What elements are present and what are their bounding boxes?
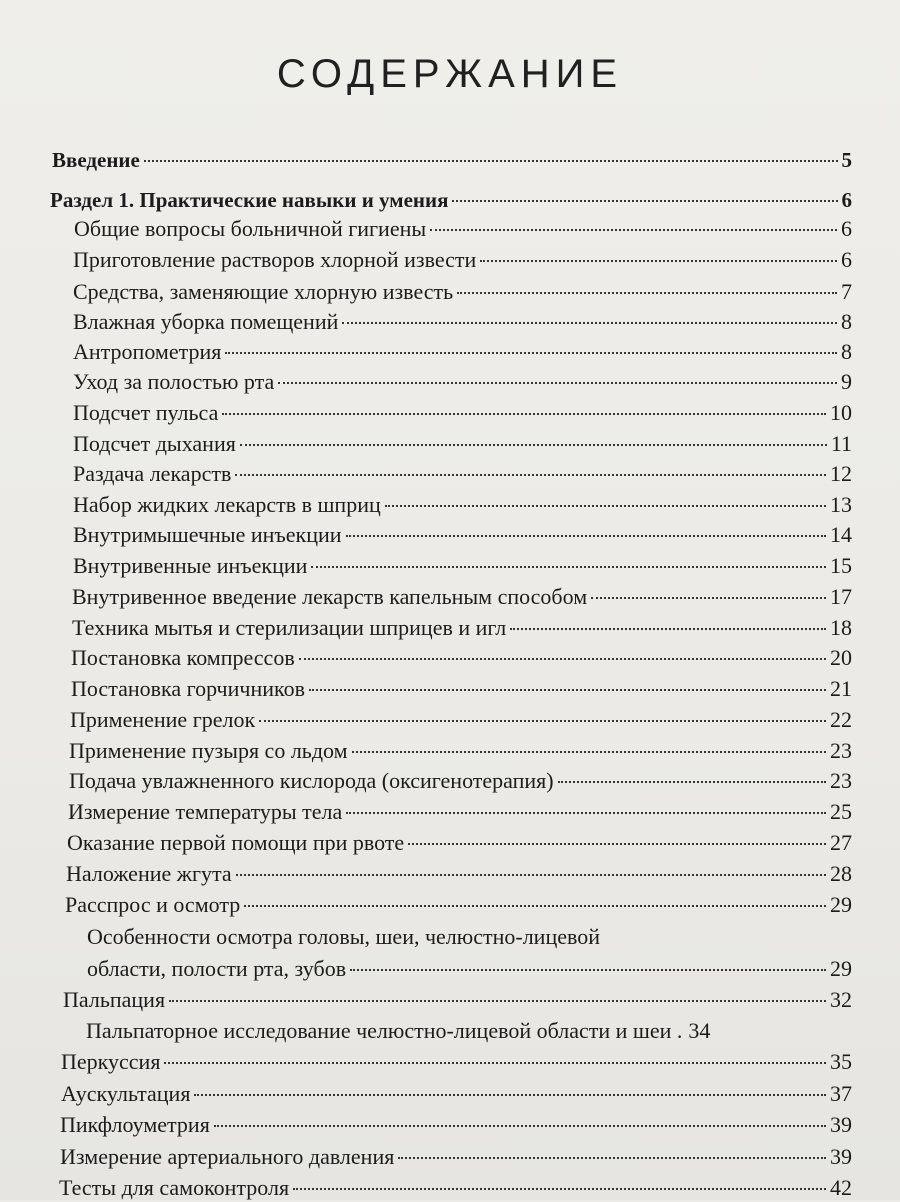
toc-entry-page: 27: [830, 830, 852, 855]
toc-entry: [72, 583, 852, 611]
leader-dots: [235, 474, 826, 476]
toc-entry-label: Подсчет пульса: [73, 400, 219, 425]
toc-entry: [71, 675, 852, 703]
toc-entry-label: Общие вопросы больничной гигиены: [74, 216, 427, 241]
toc-entry-page: 6: [841, 247, 852, 272]
toc-entry-page: 12: [830, 461, 852, 486]
toc-entry-page: 28: [830, 861, 852, 886]
toc-entry-page: 39: [830, 1144, 852, 1169]
leader-dots: [244, 905, 826, 907]
toc-entry: [70, 706, 852, 734]
toc-entry: [73, 460, 852, 488]
toc-entry: [65, 891, 852, 919]
toc-entry-page: 8: [841, 339, 852, 364]
toc-entry-label: Влажная уборка помещений: [73, 309, 339, 334]
toc-entry-page: 6: [841, 216, 852, 241]
toc-entry: [60, 1143, 852, 1171]
leader-dots: [278, 382, 837, 384]
toc-entry-page: 11: [830, 431, 852, 456]
leader-dots: [398, 1157, 826, 1159]
toc-entry-label: Измерение артериального давления: [60, 1144, 395, 1169]
leader-dots: [346, 535, 826, 537]
leader-dots: [452, 200, 837, 202]
leader-dots: [222, 413, 826, 415]
toc-entry-page: 29: [830, 956, 852, 981]
page-title: СОДЕРЖАНИЕ: [276, 52, 624, 96]
leader-dots: [352, 751, 826, 753]
toc-entry-page: 10: [830, 400, 852, 425]
toc-entry-page: 23: [830, 738, 852, 763]
leader-dots: [430, 229, 837, 231]
toc-entry-page: 17: [830, 584, 852, 609]
toc-entry-page: 21: [830, 676, 852, 701]
toc-entry-page: 42: [830, 1175, 852, 1200]
leader-dots: [591, 597, 826, 599]
toc-entry: [87, 955, 852, 983]
leader-dots: [299, 658, 826, 660]
toc-entry: [72, 614, 852, 642]
toc-entry: [73, 246, 852, 274]
toc-entry-label: Подсчет дыхания: [73, 431, 236, 456]
leader-dots: [169, 1000, 826, 1002]
toc-entry-page: 5: [841, 148, 852, 172]
toc-entry-page: 13: [830, 492, 852, 517]
toc-entry-page: 35: [830, 1049, 852, 1074]
toc-entry-page: 39: [830, 1112, 852, 1137]
toc-entry: [73, 430, 852, 458]
toc-entry: [61, 1048, 852, 1076]
toc-entry-page: 7: [841, 279, 852, 304]
leader-dots: [309, 689, 826, 691]
toc-entry-label: Наложение жгута: [66, 861, 232, 886]
toc-entry-label: Введение: [52, 148, 140, 172]
toc-entry-page: 8: [841, 309, 852, 334]
leader-dots: [385, 505, 826, 507]
toc-entry: [73, 368, 852, 396]
toc-entry-label: Аускультация: [61, 1081, 191, 1106]
toc-entry-label: Пикфлоуметрия: [60, 1112, 210, 1137]
leader-dots: [350, 969, 826, 971]
leader-dots: [408, 843, 826, 845]
toc-entry-label: Набор жидких лекарств в шприц: [73, 492, 381, 517]
toc-entry-page: 6: [841, 188, 852, 212]
toc-entry-label-line1: Особенности осмотра головы, шеи, челюстно-лицевой: [87, 924, 600, 949]
toc-entry-label: Средства, заменяющие хлорную известь: [73, 279, 454, 304]
toc-entry-label: Антропометрия: [73, 339, 222, 364]
toc-entry: [73, 521, 852, 549]
toc-entry: [69, 767, 852, 795]
toc-entry-label: Расспрос и осмотр: [65, 892, 241, 917]
leader-dots: [558, 781, 826, 783]
toc-entry: [67, 829, 852, 857]
leader-dots: [144, 160, 838, 162]
toc-entry-label: Приготовление растворов хлорной извести: [73, 247, 477, 272]
toc-entry-page: 14: [830, 522, 852, 547]
leader-dots: [225, 352, 837, 354]
toc-entry-label: Применение пузыря со льдом: [69, 738, 348, 763]
toc-entry-page: 20: [830, 645, 852, 670]
toc-entry-label: Внутривенные инъекции: [73, 553, 308, 578]
toc-entry: [73, 552, 852, 580]
toc-entry: [60, 1111, 852, 1139]
leader-dots: [457, 292, 837, 294]
toc-entry: [52, 146, 852, 174]
toc-entry: [50, 186, 852, 214]
toc-entry-label: Постановка компрессов: [71, 645, 295, 670]
leader-dots: [240, 444, 827, 446]
toc-entry-label: Оказание первой помощи при рвоте: [67, 830, 405, 855]
toc-entry-label: Постановка горчичников: [71, 676, 305, 701]
toc-entry-label: Подача увлажненного кислорода (оксигенотерапия): [69, 768, 554, 793]
leader-dots: [236, 874, 826, 876]
toc-entry-label: Техника мытья и стерилизации шприцев и игл: [72, 615, 507, 640]
toc-entry-page: 18: [830, 615, 852, 640]
toc-entry: [73, 278, 852, 306]
toc-entry-label: Раздача лекарств: [73, 461, 232, 486]
toc-entry: [69, 737, 852, 765]
toc-entry: [68, 798, 852, 826]
leader-dots: [342, 322, 837, 324]
toc-entry: [71, 644, 852, 672]
toc-entry-label: Пальпаторное исследование челюстно-лицевой области и шеи .: [86, 1018, 683, 1043]
toc-entry-page: 15: [830, 553, 852, 578]
toc-entry-label: Уход за полостью рта: [73, 369, 275, 394]
toc-entry-page: 32: [830, 987, 852, 1012]
leader-dots: [259, 720, 826, 722]
toc-entry-label: Перкуссия: [61, 1049, 161, 1074]
toc-entry: [73, 308, 852, 336]
toc-entry-label: области, полости рта, зубов: [87, 956, 347, 981]
toc-entry-label: Раздел 1. Практические навыки и умения: [50, 188, 449, 212]
leader-dots: [311, 566, 826, 568]
toc-entry-label: Тесты для самоконтроля: [59, 1175, 290, 1200]
toc-entry: [86, 1017, 852, 1045]
toc-entry-page: 37: [830, 1081, 852, 1106]
toc-entry-page: 9: [841, 369, 852, 394]
leader-dots: [214, 1125, 826, 1127]
toc-entry-label: Пальпация: [63, 987, 166, 1012]
toc-entry-page: 25: [830, 799, 852, 824]
toc-entry: [61, 1080, 852, 1108]
leader-dots: [164, 1062, 826, 1064]
leader-dots: [194, 1094, 826, 1096]
toc-entry: [59, 1174, 852, 1202]
toc-entry: [63, 986, 852, 1014]
toc-entry: [74, 215, 852, 243]
leader-dots: [293, 1188, 826, 1190]
leader-dots: [480, 260, 837, 262]
toc-entry-page: 34: [688, 1018, 711, 1043]
toc-entry-label: Внутримышечные инъекции: [73, 522, 342, 547]
toc-entry-label: Внутривенное введение лекарств капельным способом: [72, 584, 588, 609]
toc-entry-page: 29: [830, 892, 852, 917]
toc-entry: [73, 399, 852, 427]
leader-dots: [346, 812, 826, 814]
toc-entry-label: Измерение температуры тела: [68, 799, 343, 824]
toc-entry: [66, 860, 852, 888]
toc-entry-page: 23: [830, 768, 852, 793]
toc-entry: [73, 491, 852, 519]
toc-entry-label: Применение грелок: [70, 707, 256, 732]
toc-entry-page: 22: [830, 707, 852, 732]
leader-dots: [510, 628, 826, 630]
toc-entry: [73, 338, 852, 366]
